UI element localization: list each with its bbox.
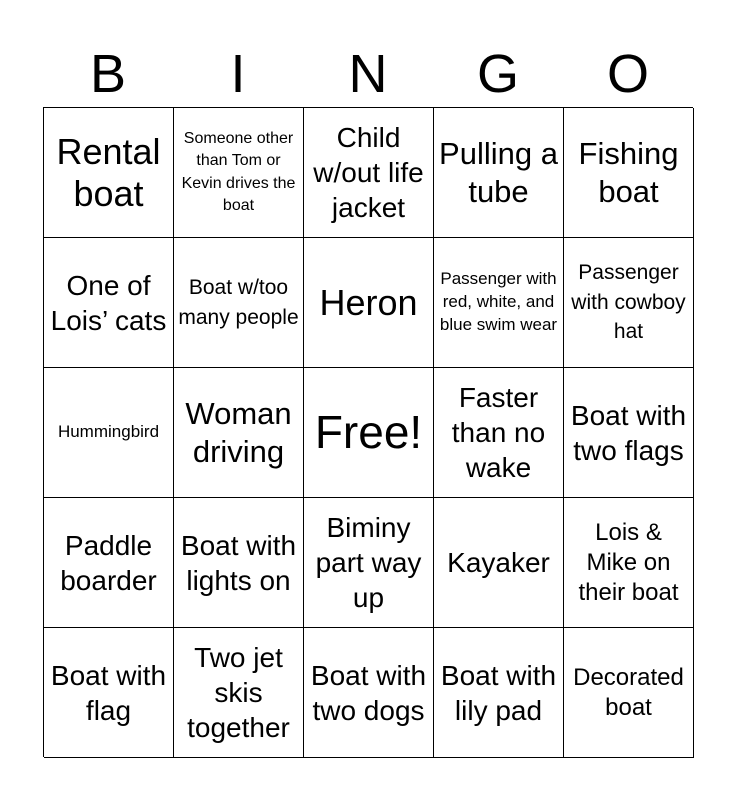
cell-text: Boat w/too many people — [178, 276, 299, 329]
cell-text: Faster than no wake — [451, 382, 546, 483]
bingo-cell[interactable] — [564, 628, 694, 758]
cell-text: Decorated boat — [573, 663, 684, 721]
bingo-cell[interactable] — [434, 108, 564, 238]
cell-text: Paddle boarder — [60, 529, 157, 596]
bingo-board — [43, 107, 693, 757]
bingo-cell[interactable] — [434, 498, 564, 628]
bingo-cell[interactable] — [174, 238, 304, 368]
bingo-cell[interactable] — [304, 238, 434, 368]
bingo-cell[interactable] — [174, 628, 304, 758]
cell-text: Woman driving — [185, 396, 292, 469]
header-letter-o: O — [606, 44, 649, 104]
header-letter-n: N — [348, 44, 388, 104]
cell-text: Child w/out life jacket — [313, 122, 424, 223]
bingo-cell[interactable] — [564, 498, 694, 628]
cell-text: Pulling a tube — [439, 136, 558, 209]
cell-text: Boat with two flags — [570, 399, 687, 466]
cell-text: Biminy part way up — [315, 512, 422, 613]
cell-text: Boat with two dogs — [310, 659, 427, 726]
cell-text: One of Lois’ cats — [50, 269, 167, 336]
bingo-cell[interactable] — [44, 628, 174, 758]
bingo-cell[interactable] — [564, 368, 694, 498]
cell-text: Hummingbird — [57, 422, 160, 442]
cell-text: Passenger with cowboy hat — [571, 261, 686, 344]
header-letter-g: G — [476, 44, 519, 104]
cell-text: Boat with flag — [50, 659, 167, 726]
bingo-cell[interactable] — [434, 238, 564, 368]
cell-text: Fishing boat — [578, 136, 679, 209]
bingo-cell[interactable] — [44, 108, 174, 238]
cell-text: Boat with lily pad — [440, 659, 557, 726]
bingo-cell[interactable] — [304, 498, 434, 628]
bingo-cell[interactable] — [304, 628, 434, 758]
bingo-cell[interactable] — [564, 238, 694, 368]
cell-text: Someone other than Tom or Kevin drives the boat — [181, 129, 296, 214]
cell-text: Kayaker — [447, 547, 550, 578]
cell-text: Boat with lights on — [180, 529, 297, 596]
header-letter-i: I — [230, 44, 246, 104]
bingo-header — [43, 40, 693, 108]
header-letter-b: B — [89, 44, 127, 104]
bingo-cell[interactable] — [434, 628, 564, 758]
bingo-cell[interactable] — [174, 498, 304, 628]
cell-text: Lois & Mike on their boat — [578, 518, 679, 606]
bingo-cell[interactable] — [44, 498, 174, 628]
cell-text: Passenger with red, white, and blue swim wear — [439, 269, 558, 334]
free-space-cell[interactable] — [304, 368, 434, 498]
bingo-cell[interactable] — [434, 368, 564, 498]
bingo-cell[interactable] — [44, 368, 174, 498]
bingo-cell[interactable] — [564, 108, 694, 238]
cell-text: Rental boat — [56, 131, 161, 214]
bingo-cell[interactable] — [174, 368, 304, 498]
bingo-cell[interactable] — [304, 108, 434, 238]
bingo-cell[interactable] — [174, 108, 304, 238]
bingo-cell[interactable] — [44, 238, 174, 368]
free-space-text: Free! — [314, 406, 423, 459]
cell-text: Heron — [319, 281, 418, 323]
cell-text: Two jet skis together — [187, 642, 290, 743]
